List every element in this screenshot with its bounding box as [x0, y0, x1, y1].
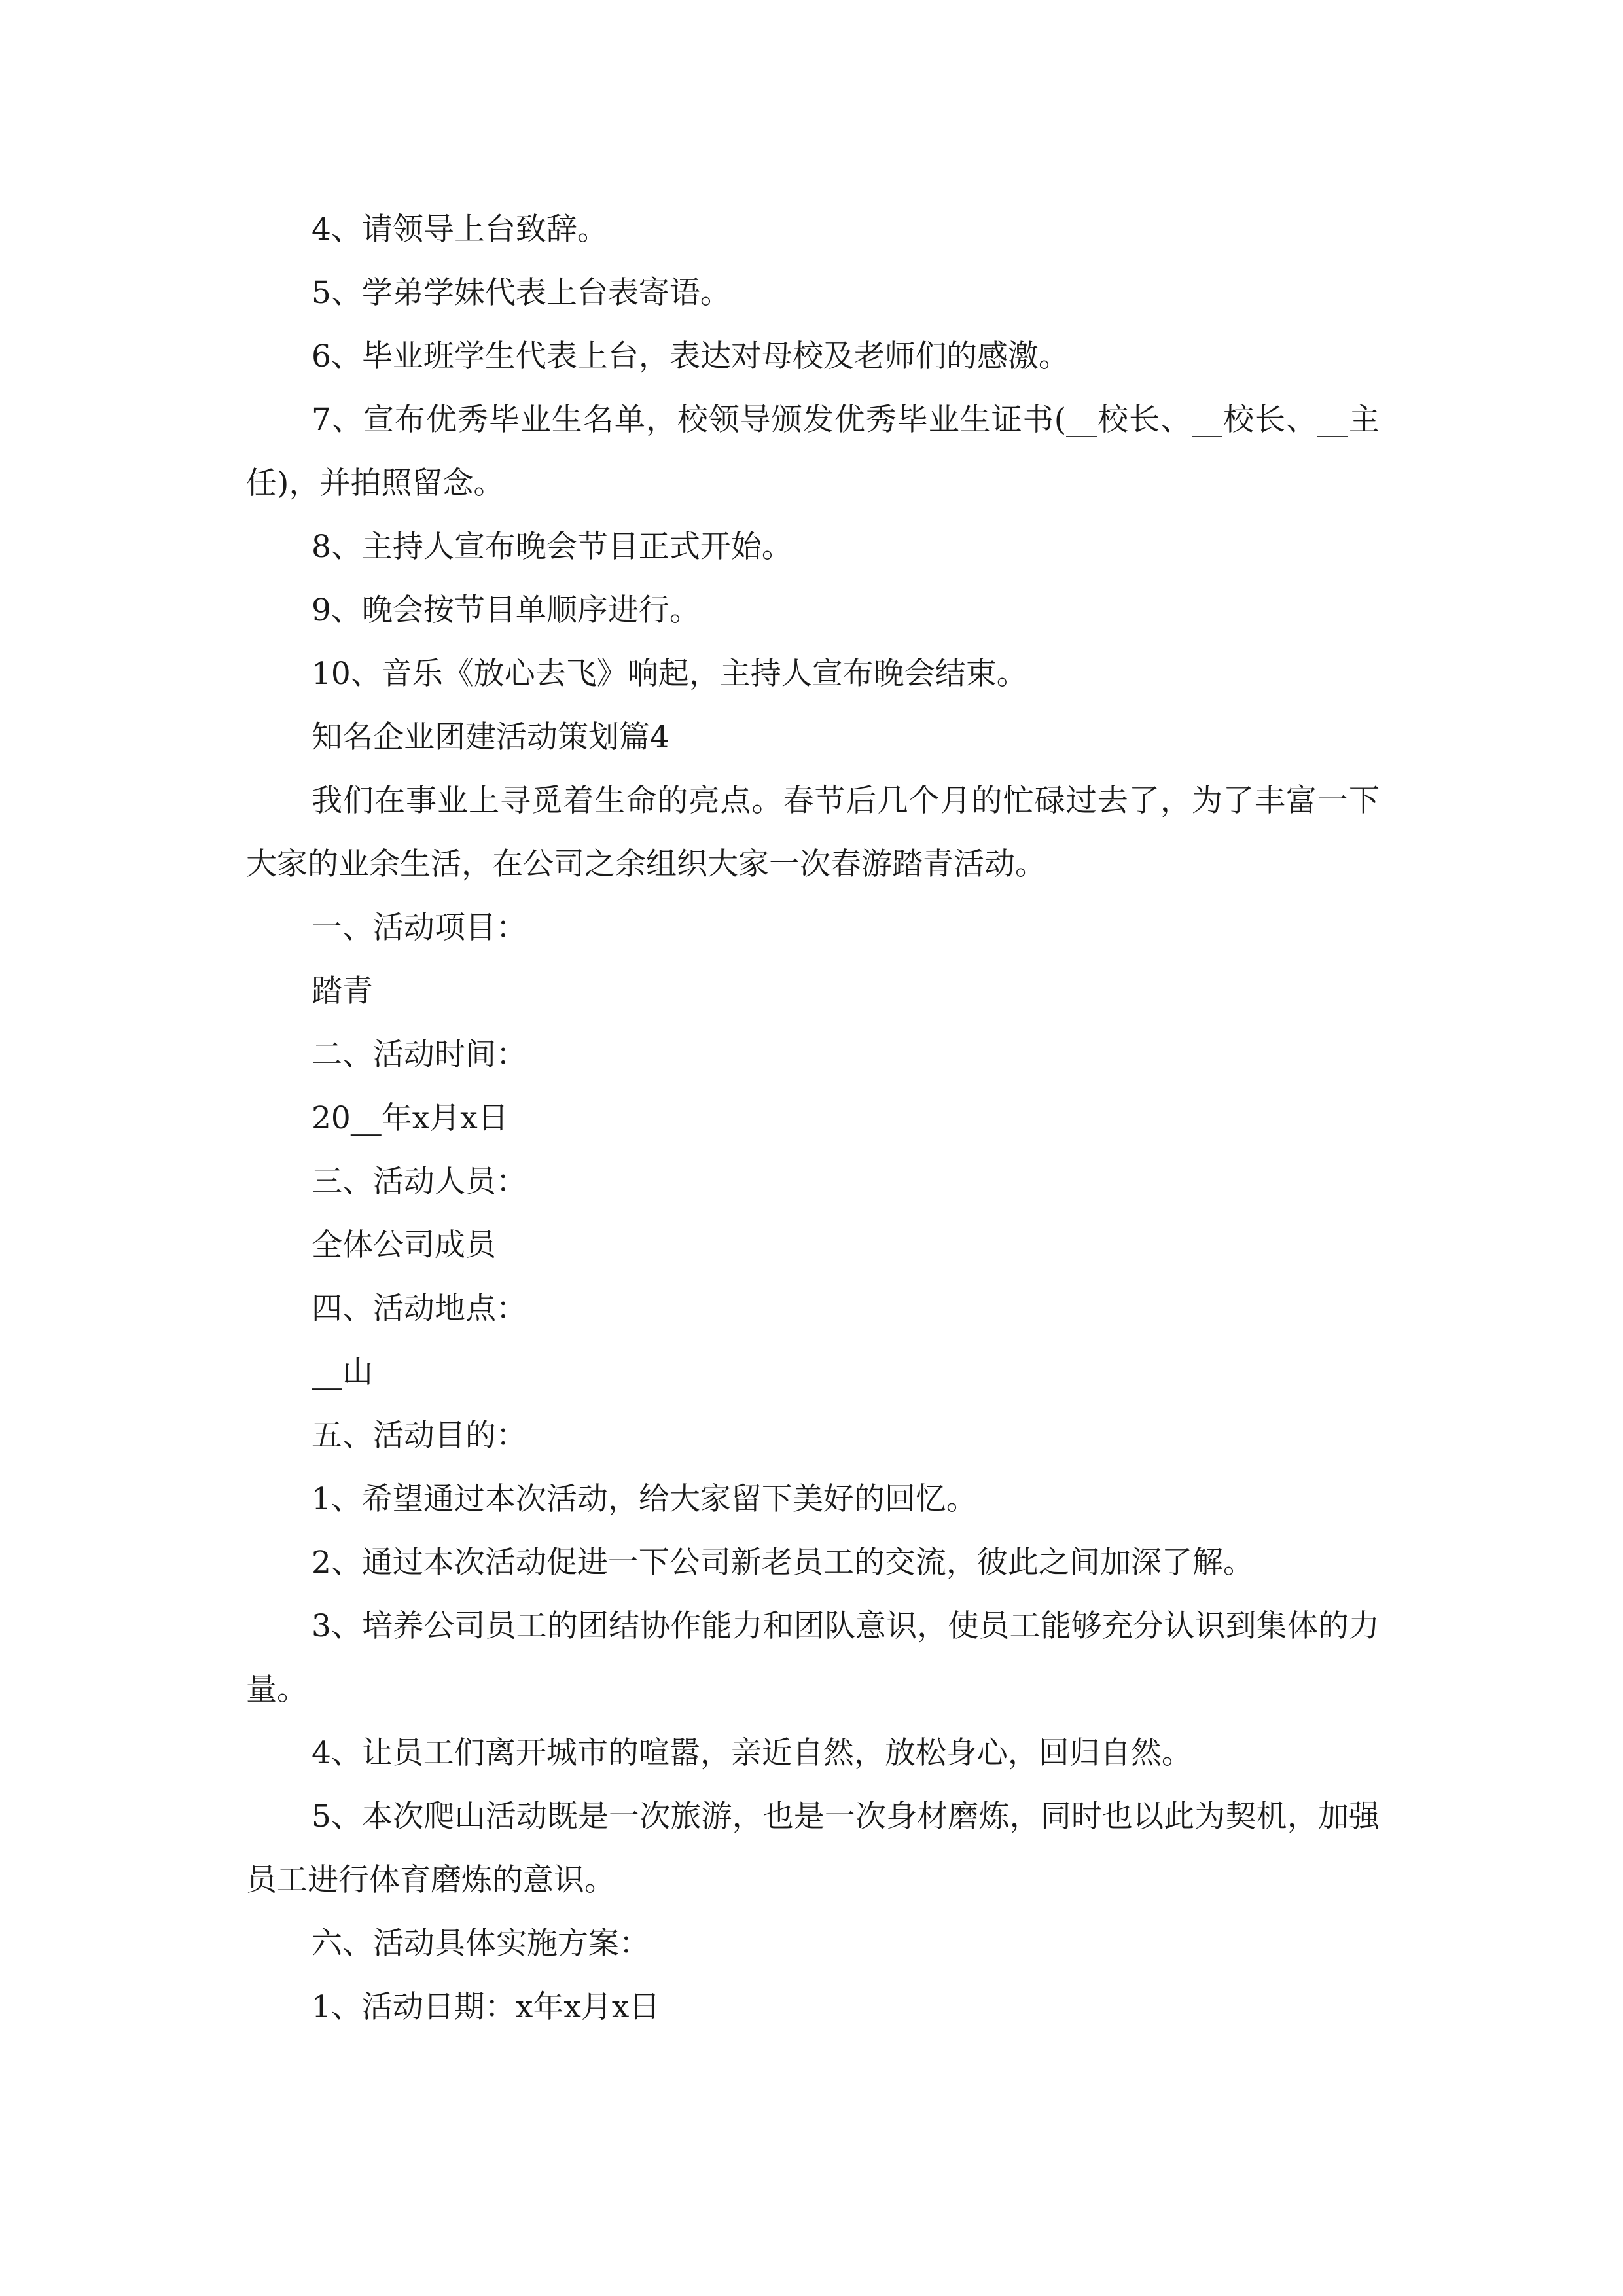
paragraph: 10、音乐《放心去飞》响起，主持人宣布晚会结束。 — [312, 656, 1027, 692]
paragraph: 8、主持人宣布晚会节目正式开始。 — [312, 529, 793, 565]
paragraph: 5、本次爬山活动既是一次旅游，也是一次身材磨炼，同时也以此为契机，加强员工进行体育磨炼的意识。 — [246, 1799, 1380, 1898]
paragraph: 二、活动时间： — [312, 1037, 527, 1073]
paragraph: 我们在事业上寻觅着生命的亮点。春节后几个月的忙碌过去了，为了丰富一下大家的业余生活，在公司之余组织大家一次春游踏青活动。 — [246, 783, 1380, 882]
paragraph: 踏青 — [312, 973, 373, 1009]
paragraph: 全体公司成员 — [312, 1227, 496, 1263]
paragraph: 4、让员工们离开城市的喧嚣，亲近自然，放松身心，回归自然。 — [312, 1735, 1192, 1771]
paragraph: 1、希望通过本次活动，给大家留下美好的回忆。 — [312, 1481, 977, 1517]
paragraph: 7、宣布优秀毕业生名单，校领导颁发优秀毕业生证书(__校长、__校长、__主任)，并拍照留念。 — [246, 402, 1380, 501]
paragraph: __山 — [312, 1354, 373, 1390]
paragraph: 3、培养公司员工的团结协作能力和团队意识，使员工能够充分认识到集体的力量。 — [246, 1608, 1380, 1708]
paragraph: 2、通过本次活动促进一下公司新老员工的交流，彼此之间加深了解。 — [312, 1545, 1254, 1581]
paragraph: 四、活动地点： — [312, 1291, 527, 1327]
paragraph: 5、学弟学妹代表上台表寄语。 — [312, 275, 731, 311]
paragraph: 三、活动人员： — [312, 1164, 527, 1200]
paragraph: 一、活动项目： — [312, 910, 527, 946]
paragraph: 六、活动具体实施方案： — [312, 1926, 650, 1962]
section-heading: 知名企业团建活动策划篇4 — [312, 719, 669, 755]
paragraph: 6、毕业班学生代表上台，表达对母校及老师们的感激。 — [312, 338, 1069, 374]
paragraph: 20__年x月x日 — [312, 1100, 508, 1136]
paragraph: 9、晚会按节目单顺序进行。 — [312, 592, 700, 628]
paragraph: 五、活动目的： — [312, 1418, 527, 1454]
document-body — [246, 198, 1380, 2039]
paragraph: 4、请领导上台致辞。 — [312, 211, 608, 247]
paragraph: 1、活动日期：x年x月x日 — [312, 1989, 660, 2025]
